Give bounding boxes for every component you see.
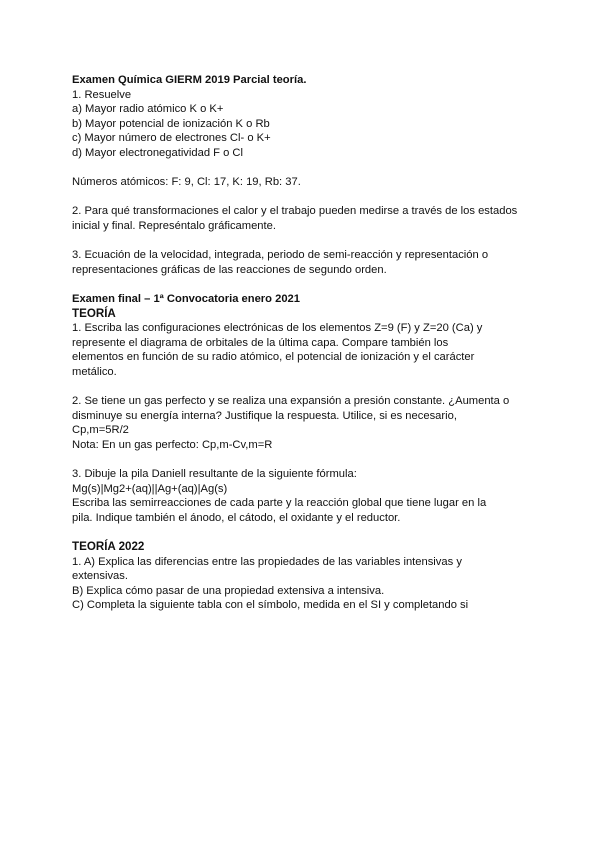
spacer	[72, 190, 542, 205]
q2021-1-line-3: elementos en función de su radio atómico, el potencial de ionización y el carácter	[72, 351, 475, 364]
question-1a: a) Mayor radio atómico K o K+	[72, 103, 224, 116]
question-1c: c) Mayor número de electrones Cl- o K+	[72, 132, 271, 145]
q2021-1-line-1: 1. Escriba las configuraciones electrónicas de los elementos Z=9 (F) y Z=20 (Ca) y	[72, 322, 483, 335]
q2022-line-1: 1. A) Explica las diferencias entre las propiedades de las variables intensivas y	[72, 555, 462, 568]
q2022-line-4: C) Completa la siguiente tabla con el símbolo, medida en el SI y completando si	[72, 599, 469, 612]
question-2-line-2: inicial y final. Represéntalo gráficamente.	[72, 219, 276, 232]
q2021-3-formula: Mg(s)|Mg2+(aq)||Ag+(aq)|Ag(s)	[72, 482, 228, 495]
q2021-2-line-1: 2. Se tiene un gas perfecto y se realiza una expansión a presión constante. ¿Aumenta o	[72, 395, 510, 408]
q2021-1-line-4: metálico.	[72, 365, 117, 378]
q2022-line-2: extensivas.	[72, 570, 128, 583]
question-2-line-1: 2. Para qué transformaciones el calor y el trabajo pueden medirse a través de los estados	[72, 205, 518, 218]
document-body	[72, 73, 542, 613]
question-3-line-2: representaciones gráficas de las reacciones de segundo orden.	[72, 263, 387, 276]
section-title-2022: TEORÍA 2022	[72, 540, 145, 553]
q2021-3-line-4: pila. Indique también el ánodo, el cátodo, el oxidante y el reductor.	[72, 511, 401, 524]
q2021-1-line-2: represente el diagrama de orbitales de la última capa. Compare también los	[72, 336, 449, 349]
question-1b: b) Mayor potencial de ionización K o Rb	[72, 117, 270, 130]
q2021-2-line-3: Cp,m=5R/2	[72, 424, 129, 437]
spacer	[72, 452, 542, 467]
section-title-2019: Examen Química GIERM 2019 Parcial teoría.	[72, 74, 307, 86]
spacer	[72, 161, 542, 176]
q2021-3-line-1: 3. Dibuje la pila Daniell resultante de la siguiente fórmula:	[72, 468, 357, 481]
q2021-2-note: Nota: En un gas perfecto: Cp,m-Cv,m=R	[72, 438, 273, 451]
atomic-numbers: Números atómicos: F: 9, Cl: 17, K: 19, Rb: 37.	[72, 176, 301, 189]
q2022-line-3: B) Explica cómo pasar de una propiedad extensiva a intensiva.	[72, 584, 385, 597]
question-1d: d) Mayor electronegatividad F o Cl	[72, 146, 243, 159]
spacer	[72, 379, 542, 394]
spacer	[72, 234, 542, 249]
question-1: 1. Resuelve	[72, 88, 132, 101]
question-3-line-1: 3. Ecuación de la velocidad, integrada, periodo de semi-reacción y representación o	[72, 249, 489, 262]
q2021-2-line-2: disminuye su energía interna? Justifique la respuesta. Utilice, si es necesario,	[72, 409, 457, 422]
spacer	[72, 277, 542, 292]
section-subtitle-teoria: TEORÍA	[72, 306, 116, 320]
section-title-2021: Examen final – 1ª Convocatoria enero 2021	[72, 292, 300, 305]
q2021-3-line-3: Escriba las semirreacciones de cada parte y la reacción global que tiene lugar en la	[72, 497, 487, 510]
spacer	[72, 525, 542, 540]
